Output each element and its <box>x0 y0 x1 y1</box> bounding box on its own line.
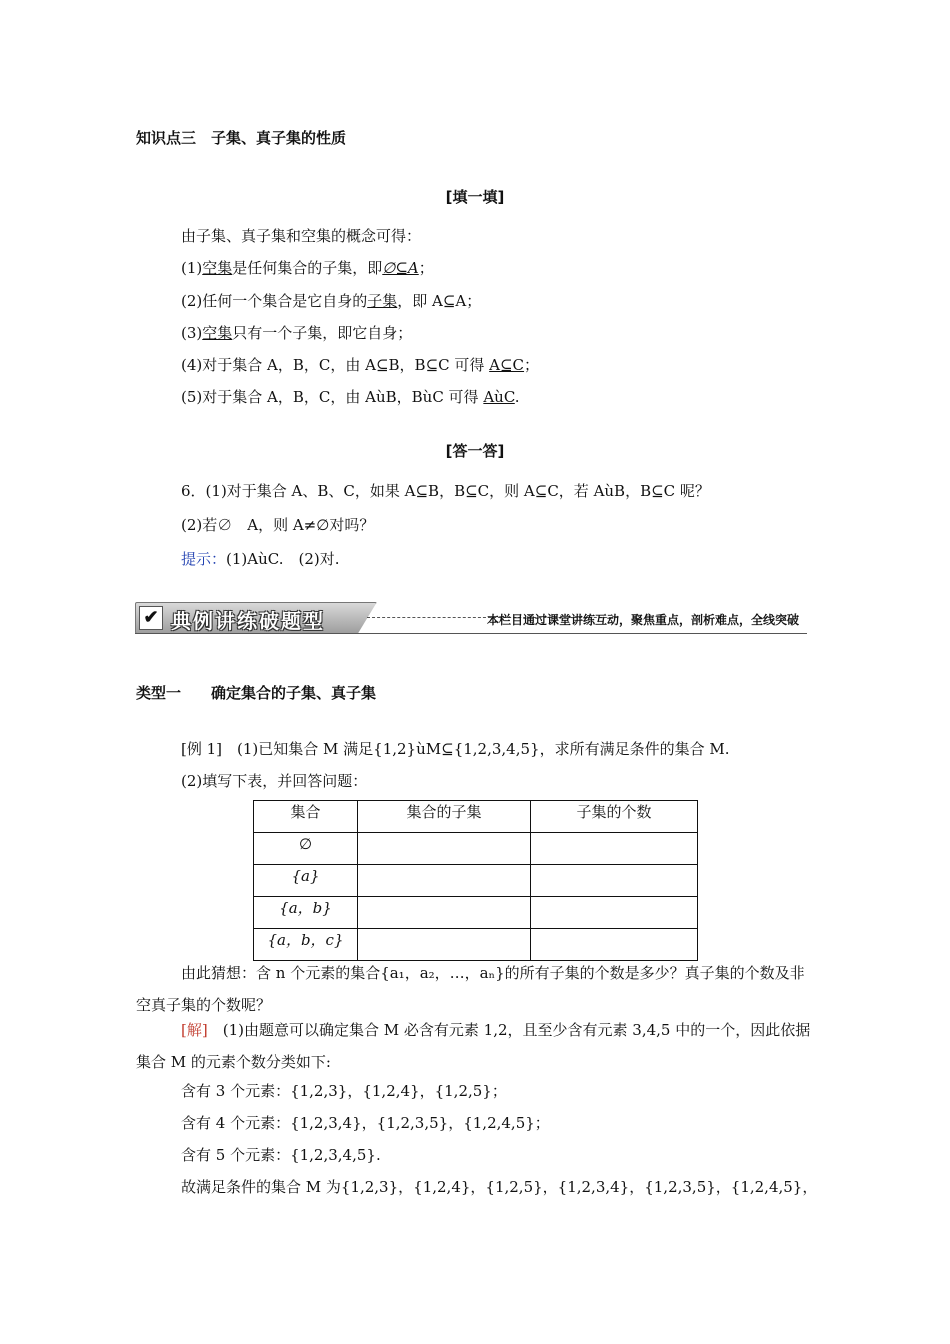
answer-title: [答一答] <box>445 442 505 460</box>
table-cell <box>358 929 531 961</box>
table-header: 集合 <box>254 801 358 833</box>
case-3-elements: 含有 3 个元素：{1,2,3}，{1,2,4}，{1,2,5}； <box>181 1082 507 1100</box>
table-cell: {a，b，c} <box>254 929 358 961</box>
example-1: [例 1] (1)已知集合 M 满足{1,2}ùM⊆{1,2,3,4,5}，求所有满足条件的集合 M. <box>181 740 730 758</box>
solution-label: [解] <box>181 1021 208 1039</box>
guess-paragraph: 由此猜想：含 n 个元素的集合{a₁，a₂，…，aₙ}的所有子集的个数是多少？真子集的个数及非空真子集的个数呢？ <box>136 964 805 1014</box>
table-cell <box>531 833 698 865</box>
table-cell <box>358 865 531 897</box>
subset-table <box>253 800 698 961</box>
banner-slogan: 本栏目通过课堂讲练互动，聚焦重点，剖析难点，全线突破 <box>487 613 800 627</box>
property-2: (2)任何一个集合是它自身的子集，即 A⊆A； <box>181 292 482 310</box>
intro-text: 由子集、真子集和空集的概念可得： <box>181 227 422 245</box>
table-header-row <box>254 801 698 833</box>
property-4: (4)对于集合 A，B，C，由 A⊆B，B⊆C 可得 A⊆C； <box>181 356 540 374</box>
table-row <box>254 833 698 865</box>
solution-paragraph <box>136 1014 812 1078</box>
hint-text: (1)AùC. (2)对. <box>226 550 340 568</box>
checkmark-icon: ✔ <box>139 606 163 630</box>
property-5: (5)对于集合 A，B，C，由 AùB，BùC 可得 AùC. <box>181 388 520 406</box>
hint <box>181 548 339 569</box>
table-row <box>254 897 698 929</box>
case-5-elements: 含有 5 个元素：{1,2,3,4,5}. <box>181 1146 381 1164</box>
table-cell <box>358 897 531 929</box>
table-cell: {a，b} <box>254 897 358 929</box>
question-6b: (2)若∅ A，则 A≠∅对吗？ <box>181 516 375 534</box>
fill-title: [填一填] <box>445 188 505 206</box>
conclusion-text: 故满足条件的集合 M 为{1,2,3}，{1,2,4}，{1,2,5}，{1,2,3,4}，{1,2,3,5}，{1,2,4,5}， <box>181 1178 818 1196</box>
table-cell: {a} <box>254 865 358 897</box>
section-heading: 知识点三 子集、真子集的性质 <box>136 129 347 147</box>
hint-label: 提示： <box>181 550 227 568</box>
banner-baseline <box>135 633 807 634</box>
table-cell <box>531 865 698 897</box>
example-2: (2)填写下表，并回答问题： <box>181 772 368 790</box>
table-cell: ∅ <box>254 833 358 865</box>
table-cell <box>531 897 698 929</box>
question-6a: 6．(1)对于集合 A、B、C，如果 A⊆B，B⊆C，则 A⊆C，若 AùB，B⊆C 呢？ <box>181 482 710 500</box>
table-header: 子集的个数 <box>531 801 698 833</box>
section-banner <box>135 602 807 634</box>
case-4-elements: 含有 4 个元素：{1,2,3,4}，{1,2,3,5}，{1,2,4,5}； <box>181 1114 550 1132</box>
solution-intro: (1)由题意可以确定集合 M 必含有元素 1,2，且至少含有元素 3,4,5 中的一个，因此依据集合 M 的元素个数分类如下: <box>136 1021 811 1071</box>
table-row <box>254 865 698 897</box>
table-cell <box>531 929 698 961</box>
table-cell <box>358 833 531 865</box>
property-3: (3)空集只有一个子集，即它自身； <box>181 324 413 342</box>
table-row <box>254 929 698 961</box>
type-heading: 类型一 确定集合的子集、真子集 <box>136 684 377 702</box>
banner-title: 典例讲练破题型 <box>171 609 325 633</box>
property-1: (1)空集是任何集合的子集，即∅⊆A； <box>181 259 434 277</box>
table-header: 集合的子集 <box>358 801 531 833</box>
